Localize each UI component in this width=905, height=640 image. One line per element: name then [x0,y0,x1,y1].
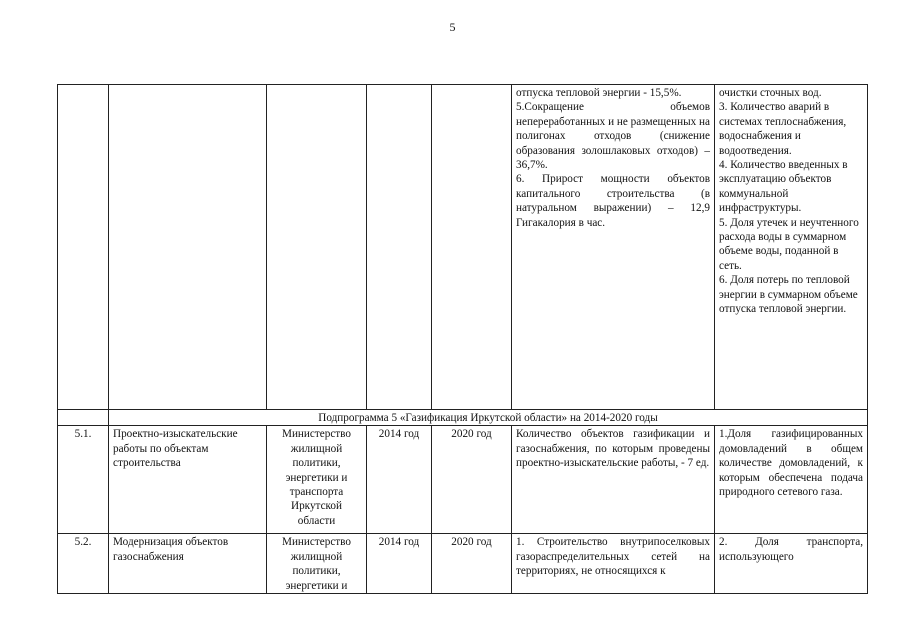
cell-end-empty [432,85,512,410]
row-number: 5.1. [58,426,109,534]
expected-result: Количество объектов газификации и газоснабжения, по которым проведены проектно-изыскательские работы, - 7 ед. [512,426,715,534]
cell-executor-empty [267,85,367,410]
expected-result: 1. Строительство внутрипоселковых газораспределительных сетей на территориях, не относящихся к [512,534,715,594]
cell-target-indicators: очистки сточных вод. 3. Количество аварий в системах теплоснабжения, водоснабжения и водоотведения. 4. Количество введенных в эксплуатацию объектов коммунальной инфраструктуры. 5. Доля утечек и неучтенного расхода воды в суммарном объеме воды, поданной в сеть. 6. Доля потерь по тепловой энергии в суммарном объеме отпуска тепловой энергии. [715,85,868,410]
table-row [58,534,868,594]
start-year: 2014 год [367,426,432,534]
executor: Министерство жилищной политики, энергетики и [267,534,367,594]
activity-name: Модернизация объектов газоснабжения [109,534,267,594]
start-year: 2014 год [367,534,432,594]
subprogram-title: Подпрограмма 5 «Газификация Иркутской области» на 2014-2020 годы [109,410,868,426]
page-number: 5 [449,20,456,34]
subprogram-header-row [58,410,868,426]
row-number: 5.2. [58,534,109,594]
target-indicator: 2. Доля транспорта, использующего [715,534,868,594]
executor: Министерство жилищной политики, энергетики и транспорта Иркутской области [267,426,367,534]
end-year: 2020 год [432,534,512,594]
table-row [58,426,868,534]
cell-header-num-empty [58,410,109,426]
end-year: 2020 год [432,426,512,534]
activity-name: Проектно-изыскательские работы по объектам строительства [109,426,267,534]
cell-num-empty [58,85,109,410]
cell-name-empty [109,85,267,410]
cell-expected-results: отпуска тепловой энергии - 15,5%. 5.Сокращение объемов непереработанных и не размещенных на полигонах отходов (снижение образования золошлаковых отходов) – 36,7%. 6. Прирост мощности объектов капитального строительства (в натуральном выражении) – 12,9 Гигакалория в час. [512,85,715,410]
program-table [57,84,868,594]
target-indicator: 1.Доля газифицированных домовладений в общем количестве домовладений, к которым обеспечена подача природного сетевого газа. [715,426,868,534]
continuation-row [58,85,868,410]
cell-start-empty [367,85,432,410]
